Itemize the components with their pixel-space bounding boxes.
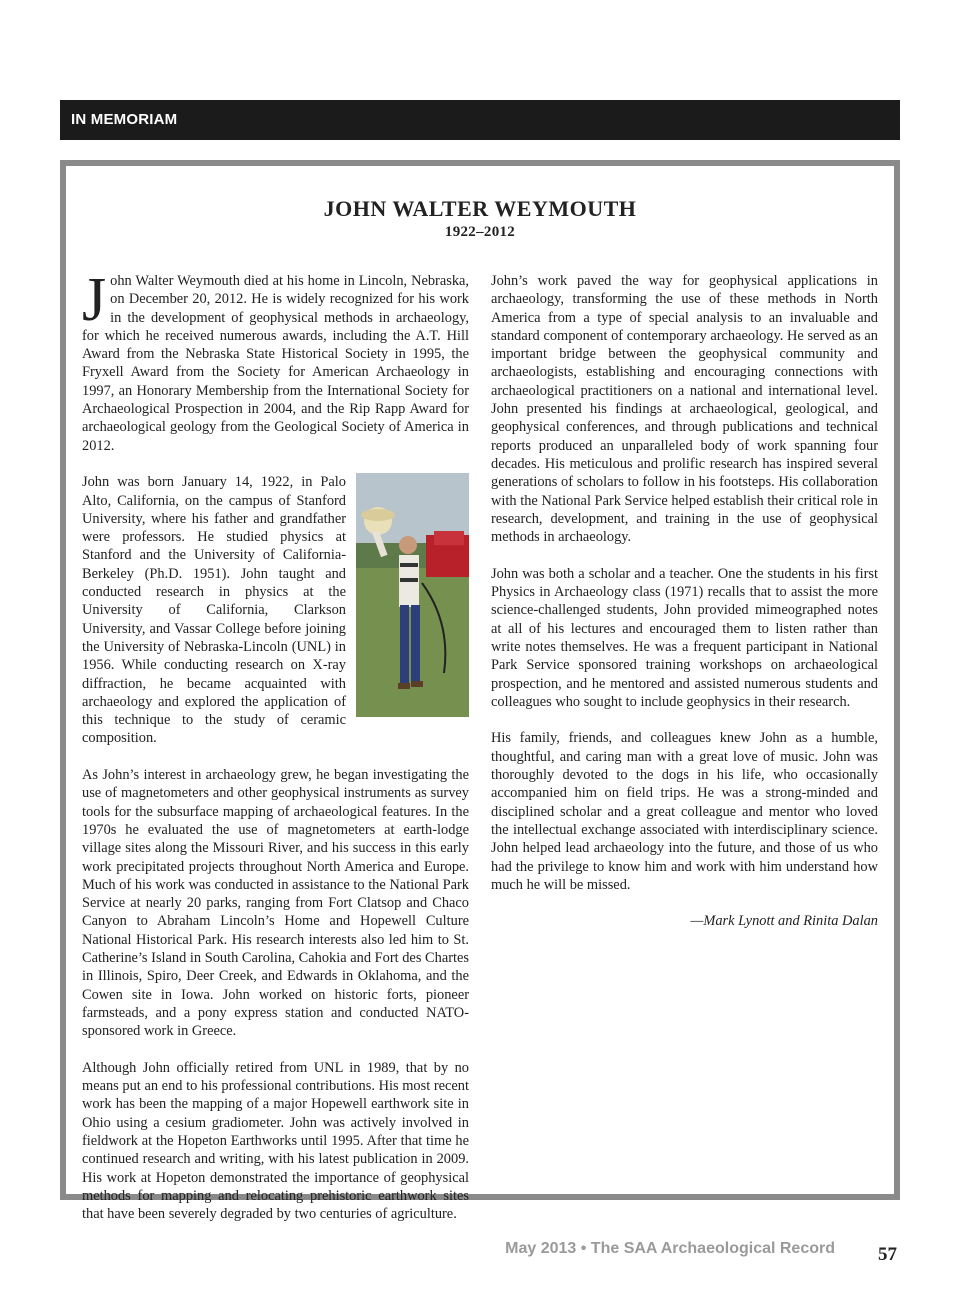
paragraph-2: John was born January 14, 1922, in Palo Alto, California, on the campus of Stanford University, where his father and grandfather were professors. He studied physics at Stanford and the University of California-Berkeley (Ph.D. 1951). John taught and conducted research in physics at the University of California, Clarkson University, and Vassar College before joining the University of Nebraska-Lincoln (UNL) in 1956. While conducting research on X-ray diffraction, he became acquainted with archaeology and explored the application of this technique to the study of ceramic composition. [82, 474, 346, 747]
paragraph-7: His family, friends, and colleagues knew John as a humble, thoughtful, and caring man with a great love of music. John was thoroughly devoted to the dogs in his life, who occasionally accompanied him on field trips. He was a strong-minded and disciplined scholar and a great colleague and mentor who loved the intellectual exchange associated with interdisciplinary science. John helped lead archaeology into the future, and those of us who had the privilege to know him and work with him understand how much he will be missed. [491, 730, 878, 893]
paragraph-3: As John’s interest in archaeology grew, he began investigating the use of magnetometers and other geophysical instruments as survey tools for the subsurface mapping of archaeological features. In the 1970s he evaluated the use of magnetometers at earth-lodge village sites along the Missouri River, and his success in this early work precipitated projects throughout North America and Europe. Much of his work was conducted in assistance to the National Park Service at nearly 20 parks, ranging from Fort Clatsop and Chaco Canyon to Abraham Lincoln’s Home and Hopewell Culture National Historical Park. His research interests also led him to St. Catherine’s Island in South Carolina, Cahokia and Fort des Chartes in Illinois, Spiro, Deer Creek, and Edwards in Oklahoma, and the Cowen site in Iowa. John worked on historic forts, pioneer farmsteads, and a pony express station and conducted NATO-sponsored work in Greece. [82, 767, 469, 1040]
section-header: IN MEMORIAM [60, 100, 900, 140]
article-years: 1922–2012 [444, 224, 516, 240]
paragraph-6: John was both a scholar and a teacher. One the students in his first Physics in Archaeology class (1971) recalls that to assist the more science-challenged students, John provided mimeographed notes at all of his lectures and encouraged them to listen rather than write notes themselves. He was a frequent participant in National Park Service sponsored training workshops on archaeological prospection, and he mentored and assisted numerous students and colleagues who sought to include geophysics in their research. [491, 565, 878, 710]
paragraph-4: Although John officially retired from UNL in 1989, that by no means put an end to his professional contributions. His most recent work has been the mapping of a major Hopewell earthwork site in Ohio using a cesium gradiometer. John was actively involved in fieldwork at the Hopeton Earthworks until 1995. After that time he continued research and writing, with his latest publication in 2009. His work at Hopeton demonstrated the importance of geophysical methods for mapping and relocating prehistoric earthwork sites that have been severely degraded by two centuries of agriculture. [82, 1059, 469, 1223]
man-waving-hat-photo [356, 473, 469, 717]
signature: —Mark Lynott and Rinita Dalan [690, 913, 878, 930]
right-column [491, 272, 878, 949]
article-frame [60, 160, 900, 1223]
left-column [82, 266, 469, 1242]
paragraph-5: John’s work paved the way for geophysical applications in archaeology, transforming the use of these methods in North America from a type of special analysis to an invaluable and standard component of contemporary archaeology. He served as an important bridge between the geophysical community and archaeologists, establishing and encouraging connections with archaeological practitioners on a national and international level. John presented his findings at archaeological, geological, and geophysical conferences, and through publications and technical reports produced an unparalleled body of work spanning four decades. His meticulous and prolific research has inspired several generations of scholars to follow in his footsteps. His collaboration with the National Park Service helped establish their critical role in research, development, and training in the use of geophysical methods in archaeology. [491, 273, 878, 546]
paragraph-1-text: ohn Walter Weymouth died at his home in Lincoln, Nebraska, on December 20, 2012. He is widely recognized for his work in the development of geophysical methods in archaeology, for which he received numerous awards, including the A.T. Hill Award from the Nebraska State Historical Society in 1995, the Fryxell Award from the Society for American Archaeology in 1997, an Honorary Membership from the International Society for Archaeological Prospection in 2004, and the Rip Rapp Award for archaeological geology from the Geological Society of America in 2012. [82, 273, 469, 454]
page-number: 57 [878, 1244, 897, 1265]
paragraph-1 [82, 266, 469, 455]
dropcap: J [82, 266, 107, 334]
article-title: JOHN WALTER WEYMOUTH [323, 196, 637, 221]
portrait-photo [356, 473, 469, 717]
footer-issue-text: May 2013 • The SAA Archaeological Record [505, 1240, 835, 1257]
footer-issue [0, 1240, 840, 1258]
